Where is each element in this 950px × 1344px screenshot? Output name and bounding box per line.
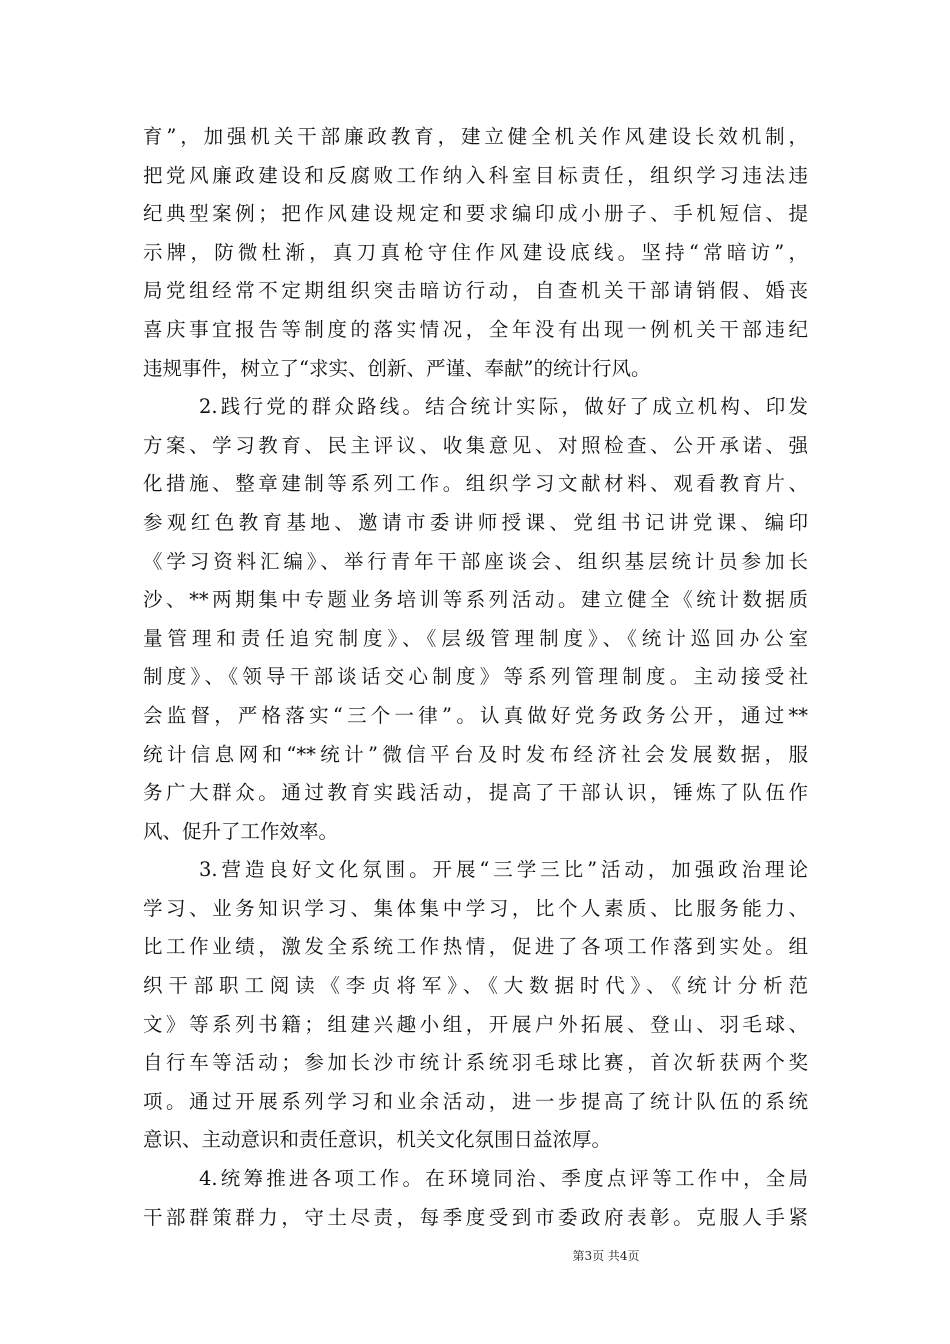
text-line: 方案、学习教育、民主评议、收集意见、对照检查、公开承诺、强 [143,433,808,457]
document-body [143,118,808,1237]
text-line: 沙、**两期集中专题业务培训等系列活动。建立健全《统计数据质 [143,588,808,612]
page-number: 第3页 共4页 [572,1249,640,1263]
text-line: 文》等系列书籍；组建兴趣小组，开展户外拓展、登山、羽毛球、 [143,1012,808,1036]
paragraph-heading-2: 2.践行党的群众路线。结合统计实际，做好了成立机构、印发 [199,395,808,419]
text-line: 育”，加强机关干部廉政教育，建立健全机关作风建设长效机制， [143,125,808,148]
page-footer [0,1247,950,1264]
text-line: 局党组经常不定期组织突击暗访行动，自查机关干部请销假、婚丧 [143,279,808,303]
text-line: 《学习资料汇编》、举行青年干部座谈会、组织基层统计员参加长 [143,549,808,573]
text-line: 干部群策群力，守土尽责，每季度受到市委政府表彰。克服人手紧 [143,1205,808,1229]
text-line: 化措施、整章建制等系列工作。组织学习文献材料、观看教育片、 [143,472,808,496]
paragraph-heading-3: 3.营造良好文化氛围。开展“三学三比”活动，加强政治理论 [199,858,808,882]
text-line: 喜庆事宜报告等制度的落实情况，全年没有出现一例机关干部违纪 [143,317,808,341]
text-line: 参观红色教育基地、邀请市委讲师授课、党组书记讲党课、编印 [143,510,808,534]
text-line: 比工作业绩，激发全系统工作热情，促进了各项工作落到实处。组 [143,935,808,959]
text-line: 违规事件，树立了“求实、创新、严谨、奉献”的统计行风。 [143,356,651,380]
text-line: 制度》、《领导干部谈话交心制度》等系列管理制度。主动接受社 [143,665,808,689]
text-line: 统计信息网和“**统计”微信平台及时发布经济社会发展数据，服 [143,742,808,766]
text-line: 织干部职工阅读《李贞将军》、《大数据时代》、《统计分析范 [143,974,808,998]
text-line: 学习、业务知识学习、集体集中学习，比个人素质、比服务能力、 [143,896,808,920]
text-line: 示牌，防微杜渐，真刀真枪守住作风建设底线。坚持“常暗访”， [143,240,808,264]
text-line: 项。通过开展系列学习和业余活动，进一步提高了统计队伍的系统 [143,1089,808,1113]
text-line: 务广大群众。通过教育实践活动，提高了干部认识，锤炼了队伍作 [143,781,808,805]
text-line: 会监督，严格落实“三个一律”。认真做好党务政务公开，通过** [143,703,808,727]
text-line: 纪典型案例；把作风建设规定和要求编印成小册子、手机短信、提 [143,202,808,226]
text-line: 风、促升了工作效率。 [143,819,339,843]
paragraph-heading-4: 4.统筹推进各项工作。在环境同治、季度点评等工作中，全局 [199,1167,808,1191]
text-line: 把党风廉政建设和反腐败工作纳入科室目标责任，组织学习违法违 [143,163,808,187]
text-line: 意识、主动意识和责任意识，机关文化氛围日益浓厚。 [143,1128,612,1152]
text-line: 自行车等活动；参加长沙市统计系统羽毛球比赛，首次斩获两个奖 [143,1051,808,1075]
text-line: 量管理和责任追究制度》、《层级管理制度》、《统计巡回办公室 [143,626,808,650]
